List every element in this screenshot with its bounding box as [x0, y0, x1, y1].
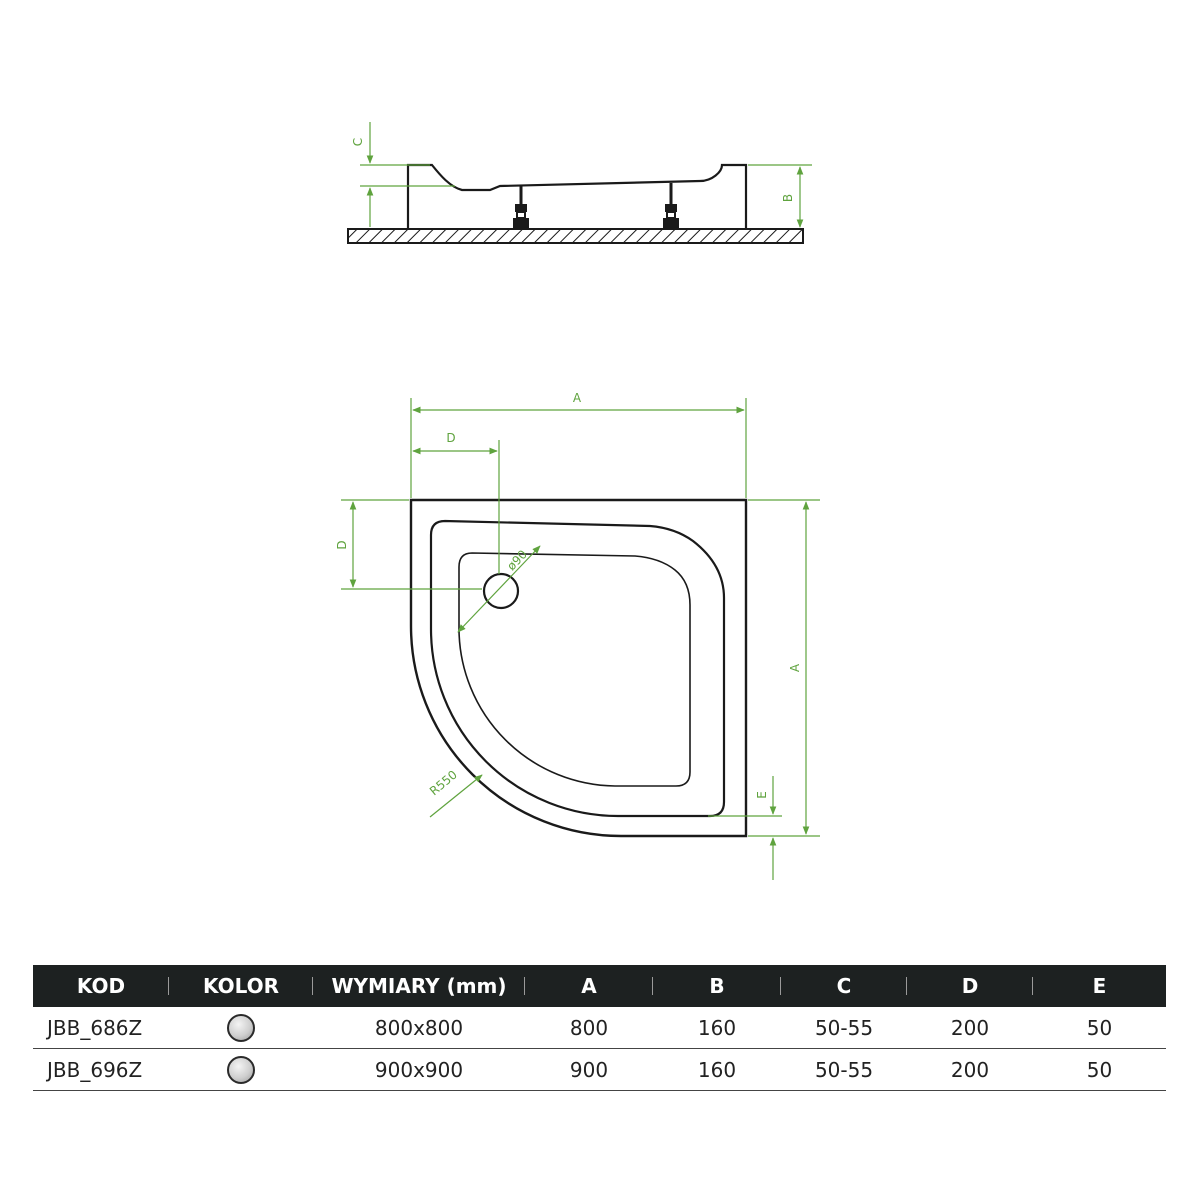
label-e: E [755, 791, 769, 799]
tray-floor [459, 553, 690, 786]
cell-wymiary: 800x800 [313, 1007, 525, 1049]
header-c: C [781, 965, 907, 1007]
header-e: E [1033, 965, 1166, 1007]
label-d-left: D [335, 540, 349, 550]
header-b: B [653, 965, 781, 1007]
cell-e: 50 [1033, 1049, 1166, 1091]
header-kod: KOD [33, 965, 169, 1007]
cell-kolor [169, 1049, 313, 1091]
table-row [33, 1049, 1166, 1091]
white-swatch-icon [227, 1014, 255, 1042]
cell-kod: JBB_686Z [33, 1007, 169, 1049]
specification-table [33, 965, 1166, 1091]
cell-b: 160 [653, 1007, 781, 1049]
floor-hatch [348, 229, 803, 243]
cell-d: 200 [907, 1007, 1033, 1049]
header-kolor: KOLOR [169, 965, 313, 1007]
table-header-row [33, 965, 1166, 1007]
cell-c: 50-55 [781, 1007, 907, 1049]
label-drain: ø90 [504, 547, 531, 574]
foot-left [513, 186, 529, 229]
label-a-right: A [788, 663, 802, 673]
dimension-b [748, 165, 812, 227]
cell-a: 800 [525, 1007, 653, 1049]
dimension-a-top [411, 398, 746, 498]
cell-b: 160 [653, 1049, 781, 1091]
tray-rim-inner [431, 521, 724, 816]
tray-profile [408, 165, 746, 229]
header-d: D [907, 965, 1033, 1007]
dimension-a-right [748, 500, 820, 836]
drain-circle [484, 574, 518, 608]
cell-a: 900 [525, 1049, 653, 1091]
top-view [335, 391, 820, 880]
header-wymiary: WYMIARY (mm) [313, 965, 525, 1007]
label-radius: R550 [426, 767, 460, 799]
label-a-top: A [572, 391, 582, 405]
cell-c: 50-55 [781, 1049, 907, 1091]
cell-e: 50 [1033, 1007, 1166, 1049]
label-d-top: D [446, 431, 456, 445]
table-row [33, 1007, 1166, 1049]
header-a: A [525, 965, 653, 1007]
label-c: C [351, 137, 365, 147]
cell-kolor [169, 1007, 313, 1049]
side-view [348, 122, 812, 243]
cell-wymiary: 900x900 [313, 1049, 525, 1091]
cell-d: 200 [907, 1049, 1033, 1091]
foot-right [663, 183, 679, 229]
cell-kod: JBB_696Z [33, 1049, 169, 1091]
tray-outline [411, 500, 746, 836]
white-swatch-icon [227, 1056, 255, 1084]
label-b: B [781, 193, 795, 203]
